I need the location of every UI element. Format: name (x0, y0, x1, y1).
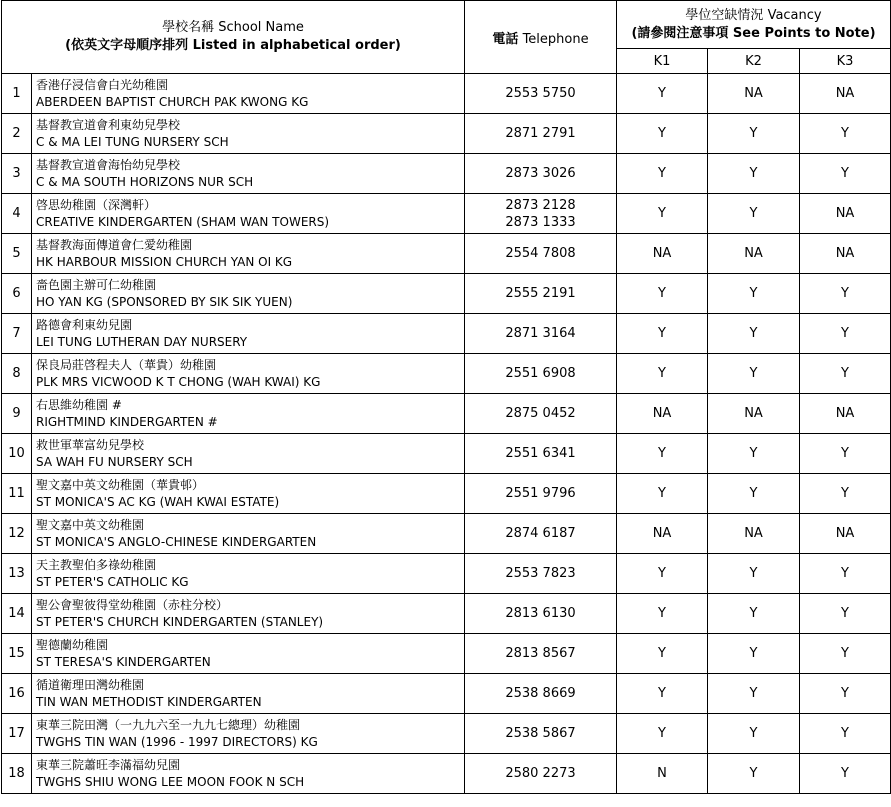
school-name-english: TWGHS SHIU WONG LEE MOON FOOK N SCH (36, 774, 305, 789)
row-number: 3 (2, 154, 32, 194)
table-row (2, 714, 891, 754)
k1-vacancy: Y (617, 154, 708, 194)
school-name-chinese: 聖德蘭幼稚園 (36, 637, 109, 652)
school-name-english: SA WAH FU NURSERY SCH (36, 454, 193, 469)
telephone-cell (465, 634, 617, 674)
k3-vacancy: Y (800, 594, 891, 634)
telephone-cell (465, 514, 617, 554)
table-row (2, 674, 891, 714)
school-name-english: ABERDEEN BAPTIST CHURCH PAK KWONG KG (36, 94, 309, 109)
k2-vacancy: NA (708, 234, 800, 274)
k2-vacancy: Y (708, 714, 800, 754)
row-number: 9 (2, 394, 32, 434)
school-name-chinese: 啓思幼稚園（深灣軒） (36, 197, 157, 212)
points-to-note: (請參閱注意事項 See Points to Note) (631, 25, 876, 41)
k3-vacancy: Y (800, 434, 891, 474)
k3-vacancy: NA (800, 514, 891, 554)
school-name-cell (32, 394, 465, 434)
telephone-cell (465, 154, 617, 194)
school-name-cell (32, 474, 465, 514)
k2-vacancy: Y (708, 754, 800, 794)
school-name-cell (32, 74, 465, 114)
k1-header: K1 (617, 49, 708, 74)
telephone-en: Telephone (522, 31, 589, 47)
row-number: 18 (2, 754, 32, 794)
telephone-cell (465, 554, 617, 594)
k1-vacancy: NA (617, 514, 708, 554)
telephone-cell (465, 314, 617, 354)
school-name-cell (32, 114, 465, 154)
kindergarten-vacancy-table (1, 0, 891, 794)
telephone-number: 2813 8567 (505, 646, 576, 661)
telephone-number: 2553 7823 (505, 566, 576, 581)
school-name-english: RIGHTMIND KINDERGARTEN # (36, 414, 218, 429)
k2-vacancy: Y (708, 474, 800, 514)
school-name-cell (32, 714, 465, 754)
k1-vacancy: Y (617, 354, 708, 394)
telephone-cell (465, 434, 617, 474)
row-number: 10 (2, 434, 32, 474)
k2-vacancy: NA (708, 394, 800, 434)
k2-vacancy: Y (708, 274, 800, 314)
k1-vacancy: Y (617, 634, 708, 674)
telephone-number: 2538 8669 (505, 686, 576, 701)
telephone-number: 2555 2191 (505, 286, 576, 301)
row-number: 7 (2, 314, 32, 354)
telephone-number: 2551 6908 (505, 366, 576, 381)
school-name-english: TWGHS TIN WAN (1996 - 1997 DIRECTORS) KG (36, 734, 318, 749)
k2-vacancy: Y (708, 314, 800, 354)
row-number: 4 (2, 194, 32, 234)
school-name-chinese: 天主教聖伯多祿幼稚園 (36, 557, 157, 572)
telephone-number: 2874 6187 (505, 526, 576, 541)
telephone-cell (465, 594, 617, 634)
table-row (2, 234, 891, 274)
vacancy-zh: 學位空缺情況 (685, 7, 764, 23)
table-row (2, 194, 891, 234)
school-name-cell (32, 594, 465, 634)
alphabetical-order-note: (依英文字母順序排列 Listed in alphabetical order) (65, 38, 401, 53)
k2-vacancy: Y (708, 434, 800, 474)
k3-vacancy: Y (800, 634, 891, 674)
k2-vacancy: Y (708, 154, 800, 194)
telephone-number: 2871 2791 (505, 126, 576, 141)
telephone-number: 2875 0452 (505, 406, 576, 421)
telephone-zh: 電話 (492, 31, 519, 47)
school-name-chinese: 嗇色園主辦可仁幼稚園 (36, 277, 157, 292)
row-number: 8 (2, 354, 32, 394)
k2-vacancy: NA (708, 514, 800, 554)
k2-vacancy: Y (708, 114, 800, 154)
k3-vacancy: Y (800, 314, 891, 354)
telephone-cell (465, 394, 617, 434)
school-name-english: ST PETER'S CHURCH KINDERGARTEN (STANLEY) (36, 614, 324, 629)
row-number: 5 (2, 234, 32, 274)
k2-vacancy: Y (708, 554, 800, 594)
table-row (2, 154, 891, 194)
k2-header: K2 (708, 49, 800, 74)
vacancy-en: Vacancy (767, 7, 822, 23)
telephone-header (465, 1, 617, 74)
school-name-english: ST MONICA'S ANGLO-CHINESE KINDERGARTEN (36, 534, 317, 549)
school-name-cell (32, 434, 465, 474)
school-name-cell (32, 554, 465, 594)
school-name-cell (32, 154, 465, 194)
school-name-en: School Name (218, 20, 304, 35)
k1-vacancy: Y (617, 714, 708, 754)
telephone-cell (465, 194, 617, 234)
k3-vacancy: Y (800, 714, 891, 754)
telephone-number: 2554 7808 (505, 246, 576, 261)
telephone-number: 2551 6341 (505, 446, 576, 461)
school-name-chinese: 右思維幼稚園 # (36, 397, 122, 412)
row-number: 17 (2, 714, 32, 754)
k1-vacancy: NA (617, 394, 708, 434)
school-name-chinese: 基督教海面傳道會仁愛幼稚園 (36, 237, 193, 252)
k2-vacancy: Y (708, 674, 800, 714)
school-name-cell (32, 754, 465, 794)
school-name-cell (32, 234, 465, 274)
row-number: 14 (2, 594, 32, 634)
school-name-chinese: 香港仔浸信會白光幼稚園 (36, 77, 169, 92)
school-name-english: C & MA LEI TUNG NURSERY SCH (36, 134, 229, 149)
k3-vacancy: Y (800, 274, 891, 314)
table-row (2, 394, 891, 434)
k1-vacancy: Y (617, 114, 708, 154)
school-name-chinese: 東華三院蕭旺李滿福幼兒園 (36, 757, 181, 772)
school-name-english: ST TERESA'S KINDERGARTEN (36, 654, 211, 669)
telephone-number: 2551 9796 (505, 486, 576, 501)
table-row (2, 314, 891, 354)
school-name-chinese: 聖公會聖彼得堂幼稚園（赤柱分校） (36, 597, 229, 612)
k2-vacancy: Y (708, 354, 800, 394)
school-name-english: HK HARBOUR MISSION CHURCH YAN OI KG (36, 254, 293, 269)
table-row (2, 554, 891, 594)
table-row (2, 274, 891, 314)
row-number: 13 (2, 554, 32, 594)
school-name-english: TIN WAN METHODIST KINDERGARTEN (36, 694, 262, 709)
k3-vacancy: NA (800, 194, 891, 234)
k3-vacancy: Y (800, 354, 891, 394)
telephone-cell (465, 354, 617, 394)
row-number: 12 (2, 514, 32, 554)
school-name-english: LEI TUNG LUTHERAN DAY NURSERY (36, 334, 248, 349)
row-number: 15 (2, 634, 32, 674)
k1-vacancy: Y (617, 474, 708, 514)
k3-vacancy: Y (800, 754, 891, 794)
k3-vacancy: Y (800, 474, 891, 514)
k3-vacancy: NA (800, 394, 891, 434)
table-row (2, 754, 891, 794)
telephone-number: 2873 1333 (505, 214, 576, 230)
telephone-number: 2580 2273 (505, 766, 576, 781)
telephone-cell (465, 674, 617, 714)
telephone-cell (465, 474, 617, 514)
school-name-cell (32, 194, 465, 234)
telephone-number: 2813 6130 (505, 606, 576, 621)
k1-vacancy: Y (617, 274, 708, 314)
school-name-chinese: 保良局莊啓程夫人（華貴）幼稚園 (36, 357, 217, 372)
school-name-cell (32, 634, 465, 674)
school-name-header (2, 1, 465, 74)
table-row (2, 634, 891, 674)
k1-vacancy: Y (617, 434, 708, 474)
row-number: 6 (2, 274, 32, 314)
k1-vacancy: N (617, 754, 708, 794)
school-name-chinese: 基督教宣道會利東幼兒學校 (36, 117, 181, 132)
k3-vacancy: NA (800, 74, 891, 114)
k1-vacancy: Y (617, 74, 708, 114)
school-name-cell (32, 314, 465, 354)
telephone-cell (465, 114, 617, 154)
school-name-cell (32, 674, 465, 714)
k1-vacancy: Y (617, 554, 708, 594)
telephone-number: 2871 3164 (505, 326, 576, 341)
school-name-english: HO YAN KG (SPONSORED BY SIK SIK YUEN) (36, 294, 293, 309)
k3-vacancy: Y (800, 554, 891, 594)
k3-vacancy: Y (800, 114, 891, 154)
telephone-number: 2553 5750 (505, 86, 576, 101)
telephone-cell (465, 714, 617, 754)
school-name-cell (32, 274, 465, 314)
k3-vacancy: Y (800, 674, 891, 714)
k1-vacancy: Y (617, 314, 708, 354)
row-number: 16 (2, 674, 32, 714)
school-name-chinese: 聖文嘉中英文幼稚園（華貴邨） (36, 477, 205, 492)
telephone-cell (465, 234, 617, 274)
school-name-english: ST PETER'S CATHOLIC KG (36, 574, 189, 589)
school-name-english: C & MA SOUTH HORIZONS NUR SCH (36, 174, 254, 189)
table-row (2, 354, 891, 394)
school-name-zh: 學校名稱 (162, 20, 215, 35)
school-name-chinese: 東華三院田灣（一九九六至一九九七總理）幼稚園 (36, 717, 301, 732)
telephone-number: 2538 5867 (505, 726, 576, 741)
k3-header: K3 (800, 49, 891, 74)
table-row (2, 434, 891, 474)
k1-vacancy: Y (617, 674, 708, 714)
k1-vacancy: NA (617, 234, 708, 274)
telephone-cell (465, 74, 617, 114)
table-row (2, 114, 891, 154)
row-number: 1 (2, 74, 32, 114)
table-row (2, 474, 891, 514)
telephone-number: 2873 2128 (505, 197, 576, 213)
k2-vacancy: Y (708, 594, 800, 634)
school-name-cell (32, 354, 465, 394)
table-row (2, 514, 891, 554)
telephone-cell (465, 754, 617, 794)
school-name-english: CREATIVE KINDERGARTEN (SHAM WAN TOWERS) (36, 214, 330, 229)
table-body (2, 74, 891, 794)
school-name-chinese: 循道衛理田灣幼稚園 (36, 677, 145, 692)
telephone-number: 2873 3026 (505, 166, 576, 181)
k2-vacancy: NA (708, 74, 800, 114)
school-name-chinese: 聖文嘉中英文幼稚園 (36, 517, 145, 532)
row-number: 11 (2, 474, 32, 514)
school-name-cell (32, 514, 465, 554)
k2-vacancy: Y (708, 634, 800, 674)
k3-vacancy: NA (800, 234, 891, 274)
row-number: 2 (2, 114, 32, 154)
telephone-cell (465, 274, 617, 314)
k1-vacancy: Y (617, 594, 708, 634)
table-row (2, 594, 891, 634)
school-name-chinese: 路德會利東幼兒園 (36, 317, 133, 332)
k1-vacancy: Y (617, 194, 708, 234)
k3-vacancy: Y (800, 154, 891, 194)
school-name-chinese: 基督教宣道會海怡幼兒學校 (36, 157, 181, 172)
school-name-english: ST MONICA'S AC KG (WAH KWAI ESTATE) (36, 494, 280, 509)
vacancy-header (617, 1, 891, 49)
k2-vacancy: Y (708, 194, 800, 234)
school-name-english: PLK MRS VICWOOD K T CHONG (WAH KWAI) KG (36, 374, 321, 389)
school-name-chinese: 救世軍華富幼兒學校 (36, 437, 145, 452)
table-row (2, 74, 891, 114)
